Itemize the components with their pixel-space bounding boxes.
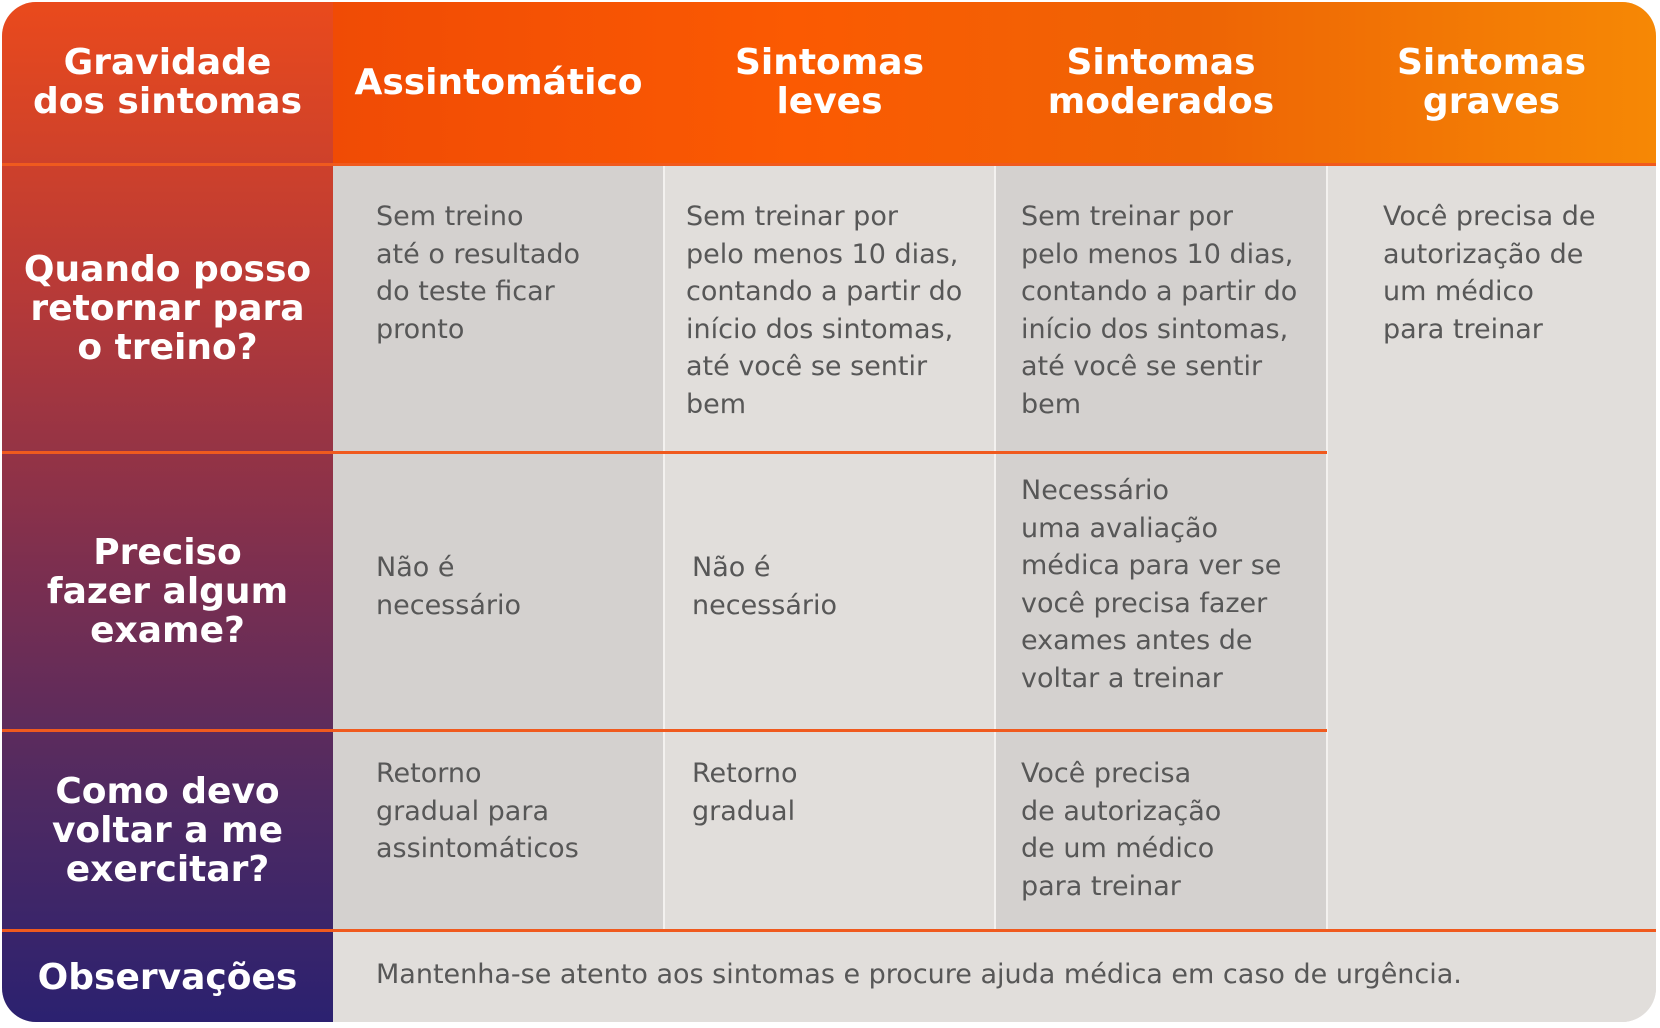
cell-graves-merged: Você precisa de autorização de um médico para treinar bbox=[1383, 201, 1596, 345]
cell-retorno-assintomatico: Sem treino até o resultado do teste ficar pronto bbox=[376, 201, 581, 345]
header-sintomas-graves: Sintomas graves bbox=[1396, 42, 1587, 122]
cell-exame-leves: Não é necessário bbox=[692, 552, 837, 621]
header-sintomas-moderados: Sintomas moderados bbox=[1047, 42, 1275, 122]
column-divider bbox=[1326, 166, 1328, 929]
symptom-severity-table bbox=[2, 2, 1656, 1022]
row-label-retorno: Quando posso retornar para o treino? bbox=[23, 249, 312, 368]
cell-exercitar-assintomatico: Retorno gradual para assintomáticos bbox=[376, 758, 579, 864]
cell-exame-assintomatico: Não é necessário bbox=[376, 552, 521, 621]
row-divider bbox=[2, 729, 1327, 732]
column-divider bbox=[994, 166, 996, 929]
header-divider bbox=[2, 163, 1656, 166]
header-gravidade: Gravidade dos sintomas bbox=[32, 42, 303, 122]
row-divider bbox=[2, 451, 1327, 454]
row-divider bbox=[2, 929, 1656, 932]
header-assintomatico: Assintomático bbox=[354, 61, 643, 103]
cell-retorno-leves: Sem treinar por pelo menos 10 dias, contando a partir do início dos sintomas, até você se sentir bem bbox=[686, 201, 963, 420]
row-label-exercitar: Como devo voltar a me exercitar? bbox=[51, 771, 284, 890]
column-divider bbox=[663, 166, 665, 929]
row-label-exame: Preciso fazer algum exame? bbox=[46, 532, 289, 651]
cell-exercitar-leves: Retorno gradual bbox=[692, 758, 798, 827]
cell-exercitar-moderados: Você precisa de autorização de um médico para treinar bbox=[1021, 758, 1222, 902]
observacoes-text: Mantenha-se atento aos sintomas e procure ajuda médica em caso de urgência. bbox=[376, 959, 1462, 990]
row-label-observacoes: Observações bbox=[37, 956, 298, 998]
header-sintomas-leves: Sintomas leves bbox=[734, 42, 925, 122]
cell-retorno-moderados: Sem treinar por pelo menos 10 dias, contando a partir do início dos sintomas, até você se sentir bem bbox=[1021, 201, 1298, 420]
cell-exame-moderados: Necessário uma avaliação médica para ver se você precisa fazer exames antes de voltar a treinar bbox=[1021, 475, 1282, 694]
